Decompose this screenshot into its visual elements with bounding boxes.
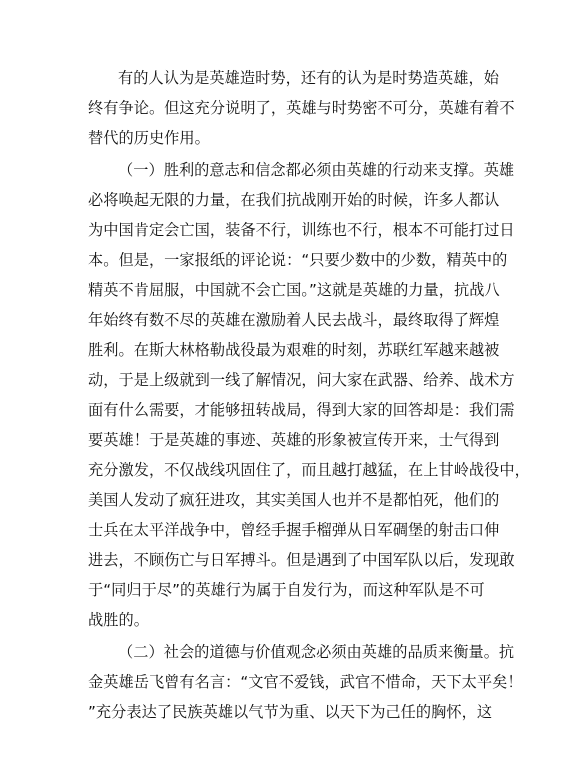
paragraph-2-line-15: 于“同归于尽”的英雄行为属于自发行为，而这种军队是不可 (88, 581, 485, 599)
paragraph-2-line-6: 年始终有数不尽的英雄在激励着人民去战斗，最终取得了辉煌 (88, 311, 500, 329)
paragraph-2-line-5: 精英不肯屈服，中国就不会亡国。”这就是英雄的力量，抗战八 (88, 281, 500, 299)
paragraph-2-line-10: 要英雄！于是英雄的事迹、英雄的形象被宣传开来，士气得到 (88, 431, 500, 449)
paragraph-2-line-12: 美国人发动了疯狂进攻，其实美国人也并不是都怕死，他们的 (88, 491, 500, 509)
paragraph-2-line-7: 胜利。在斯大林格勒战役最为艰难的时刻，苏联红军越来越被 (88, 341, 500, 359)
paragraph-2-line-14: 进去，不顾伤亡与日军搏斗。但是遇到了中国军队以后，发现敢 (88, 551, 515, 569)
paragraph-2-line-16: 战胜的。 (88, 611, 149, 629)
paragraph-1-line-2: 终有争论。但这充分说明了，英雄与时势密不可分，英雄有着不 (88, 99, 515, 117)
paragraph-1-line-3: 替代的历史作用。 (88, 129, 210, 147)
paragraph-2-line-13: 士兵在太平洋战争中，曾经手握手榴弹从日军碉堡的射击口伸 (88, 521, 500, 539)
paragraph-2-line-11: 充分激发，不仅战线巩固住了，而且越打越猛，在上甘岭战役中， (88, 461, 530, 479)
paragraph-3-line-1: （二）社会的道德与价值观念必须由英雄的品质来衡量。抗 (118, 643, 515, 661)
paragraph-2-line-2: 必将唤起无限的力量，在我们抗战刚开始的时候，许多人都认 (88, 191, 500, 209)
paragraph-2-line-4: 本。但是，一家报纸的评论说：“只要少数中的少数，精英中的 (88, 251, 508, 269)
paragraph-2-line-1: （一）胜利的意志和信念都必须由英雄的行动来支撑。英雄 (118, 161, 515, 179)
paragraph-2-line-8: 动，于是上级就到一线了解情况，问大家在武器、给养、战术方 (88, 371, 515, 389)
paragraph-3-line-3: ”充分表达了民族英雄以气节为重、以天下为己任的胸怀，这 (88, 703, 493, 721)
paragraph-1-line-1: 有的人认为是英雄造时势，还有的认为是时势造英雄，始 (118, 69, 499, 87)
paragraph-3-line-2: 金英雄岳飞曾有名言：“文官不爱钱，武官不惜命，天下太平矣！ (88, 673, 523, 691)
paragraph-2-line-3: 为中国肯定会亡国，装备不行，训练也不行，根本不可能打过日 (88, 221, 515, 239)
paragraph-2-line-9: 面有什么需要，才能够扭转战局，得到大家的回答却是：我们需 (88, 401, 515, 419)
